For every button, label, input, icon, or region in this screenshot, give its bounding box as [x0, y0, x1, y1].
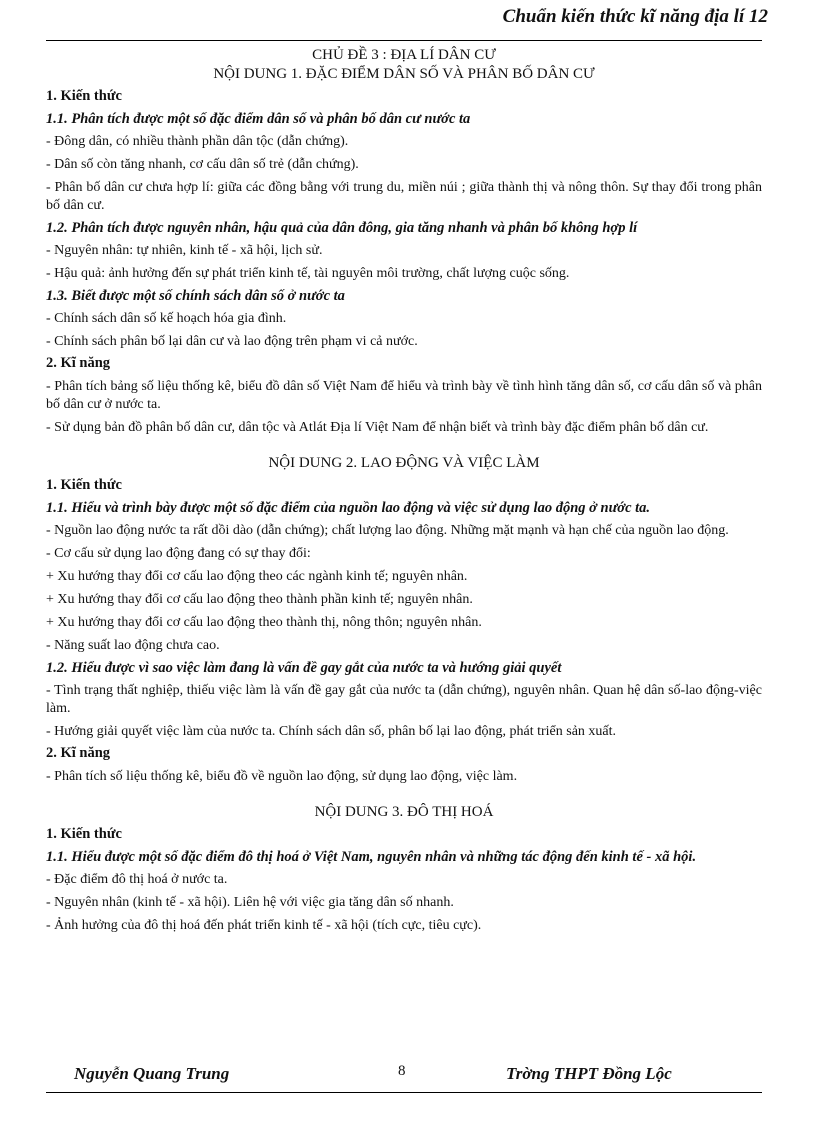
list-item: - Nguồn lao động nước ta rất dồi dào (dẫn chứng); chất lượng lao động. Những mặt mạnh và hạn chế của nguồn lao động. — [46, 523, 729, 538]
section-title: NỘI DUNG 1. ĐẶC ĐIỂM DÂN SỐ VÀ PHÂN BỐ DÂN CƯ — [213, 66, 595, 82]
subsection-heading: 1.1. Hiểu và trình bày được một số đặc điểm của nguồn lao động và việc sử dụng lao động ở nước ta. — [46, 500, 651, 516]
skills-heading: 2. Kĩ năng — [46, 745, 111, 761]
skills-heading: 2. Kĩ năng — [46, 355, 111, 371]
header-divider — [46, 40, 762, 41]
chapter-title: CHỦ ĐỀ 3 : ĐỊA LÍ DÂN CƯ — [312, 47, 496, 63]
list-item: - Chính sách phân bố lại dân cư và lao động trên phạm vi cả nước. — [46, 334, 418, 349]
list-item: - Dân số còn tăng nhanh, cơ cấu dân số trẻ (dẫn chứng). — [46, 157, 359, 172]
list-item: - Ảnh hưởng của đô thị hoá đến phát triển kinh tế - xã hội (tích cực, tiêu cực). — [46, 918, 482, 933]
footer-author: Nguyễn Quang Trung — [74, 1064, 230, 1083]
page-content — [46, 46, 762, 935]
list-item: - Phân bố dân cư chưa hợp lí: giữa các đồng bằng với trung du, miền núi ; giữa thành thị và nông thôn. Sự thay đổi trong phân bố dân cư. — [46, 180, 762, 213]
list-item: + Xu hướng thay đổi cơ cấu lao động theo thành phần kinh tế; nguyên nhân. — [46, 592, 473, 607]
list-item: - Phân tích số liệu thống kê, biểu đồ về nguồn lao động, sử dụng lao động, việc làm. — [46, 769, 518, 784]
section-labour — [46, 454, 762, 786]
list-item: - Hướng giải quyết việc làm của nước ta. Chính sách dân số, phân bố lại lao động, phát triển sản xuất. — [46, 724, 617, 739]
footer-divider — [46, 1092, 762, 1093]
list-item: - Hậu quả: ảnh hưởng đến sự phát triển kinh tế, tài nguyên môi trường, chất lượng cuộc sống. — [46, 266, 570, 281]
list-item: - Cơ cấu sử dụng lao động đang có sự thay đổi: — [46, 546, 311, 561]
knowledge-heading: 1. Kiến thức — [46, 826, 122, 842]
section-title: NỘI DUNG 3. ĐÔ THỊ HOÁ — [314, 804, 494, 820]
subsection-heading: 1.2. Hiểu được vì sao việc làm đang là vấn đề gay gắt của nước ta và hướng giải quyết — [46, 660, 562, 676]
subsection-heading: 1.1. Hiểu được một số đặc điểm đô thị hoá ở Việt Nam, nguyên nhân và những tác động đến kinh tế - xã hội. — [46, 849, 697, 865]
subsection-heading: 1.2. Phân tích được nguyên nhân, hậu quả của dân đông, gia tăng nhanh và phân bố không hợp lí — [46, 220, 638, 236]
list-item: - Nguyên nhân (kinh tế - xã hội). Liên hệ với việc gia tăng dân số nhanh. — [46, 895, 454, 910]
list-item: + Xu hướng thay đổi cơ cấu lao động theo thành thị, nông thôn; nguyên nhân. — [46, 615, 482, 630]
list-item: + Xu hướng thay đổi cơ cấu lao động theo các ngành kinh tế; nguyên nhân. — [46, 569, 468, 584]
list-item: - Đặc điểm đô thị hoá ở nước ta. — [46, 872, 228, 887]
list-item: - Năng suất lao động chưa cao. — [46, 638, 220, 653]
list-item: - Tình trạng thất nghiệp, thiếu việc làm là vấn đề gay gắt của nước ta (dẫn chứng), nguyên nhân. Quan hệ dân số-lao động-việc làm. — [46, 683, 762, 716]
list-item: - Nguyên nhân: tự nhiên, kinh tế - xã hội, lịch sử. — [46, 243, 323, 258]
list-item: - Chính sách dân số kế hoạch hóa gia đình. — [46, 311, 287, 326]
knowledge-heading: 1. Kiến thức — [46, 477, 122, 493]
footer-school: Trờng THPT Đồng Lộc — [506, 1064, 672, 1083]
subsection-heading: 1.3. Biết được một số chính sách dân số ở nước ta — [46, 288, 345, 304]
list-item: - Phân tích bảng số liệu thống kê, biểu đồ dân số Việt Nam để hiểu và trình bày về tình hình tăng dân số, cơ cấu dân số và phân bố dân cư ở nước ta. — [46, 379, 762, 412]
document-header-title: Chuẩn kiến thức kĩ năng địa lí 12 — [502, 6, 768, 27]
subsection-heading: 1.1. Phân tích được một số đặc điểm dân số và phân bố dân cư nước ta — [46, 111, 471, 127]
list-item: - Sử dụng bản đồ phân bố dân cư, dân tộc và Atlát Địa lí Việt Nam để nhận biết và trình bày đặc điểm phân bố dân cư. — [46, 420, 709, 435]
section-population — [46, 65, 762, 437]
list-item: - Đông dân, có nhiều thành phần dân tộc (dẫn chứng). — [46, 134, 349, 149]
page-number: 8 — [398, 1063, 406, 1079]
section-title: NỘI DUNG 2. LAO ĐỘNG VÀ VIỆC LÀM — [268, 455, 540, 471]
section-urbanisation — [46, 803, 762, 935]
knowledge-heading: 1. Kiến thức — [46, 88, 122, 104]
